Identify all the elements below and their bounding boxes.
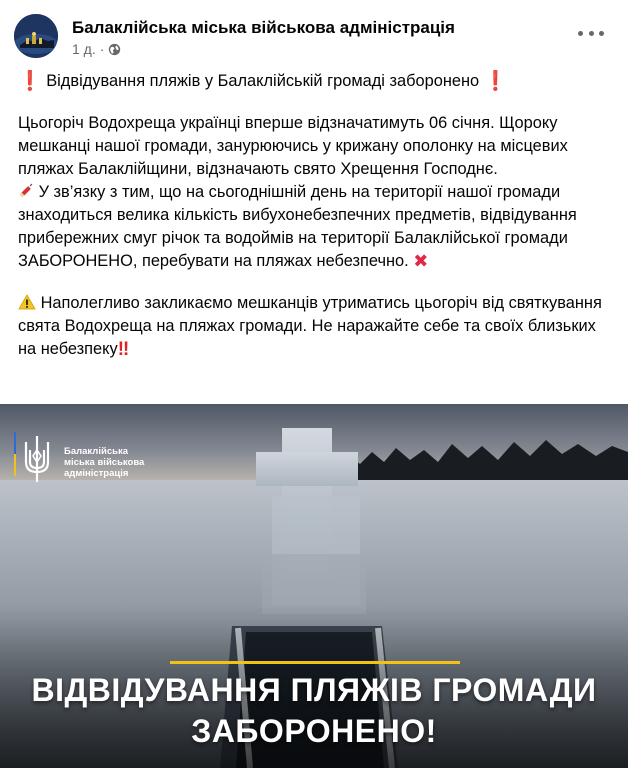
post-meta <box>72 41 121 57</box>
exclamation-icon: ❗ <box>483 71 508 92</box>
more-options-button[interactable] <box>578 24 604 42</box>
banner-title <box>0 670 628 752</box>
meta-separator: · <box>99 41 105 57</box>
more-options-dot <box>589 31 594 36</box>
banner-accent-line <box>170 661 460 664</box>
post-image[interactable] <box>0 404 628 768</box>
post-body <box>18 70 614 361</box>
page-avatar[interactable] <box>14 14 58 58</box>
post-heading: Відвідування пляжів у Балаклійській громаді заборонено <box>46 72 480 90</box>
page-name[interactable]: Балаклійська міська військова адміністрація <box>72 18 455 37</box>
banner-line-2: ЗАБОРОНЕНО! <box>191 713 437 749</box>
double-exclamation-icon: ‼ <box>117 339 130 360</box>
cross-mark-icon: ✖ <box>413 251 429 271</box>
paragraph-2-text: У зв’язку з тим, що на сьогоднішній день на території нашої громади знаходиться велика кількість вибухонебезпечних предметів, відвідування прибережних смуг річок та водоймів на території Балаклійської громади ЗАБОРОНЕНО, перебувати на пляжах небезпечно. <box>18 183 577 270</box>
logo-text <box>64 446 144 479</box>
banner-line-1: ВІДВІДУВАННЯ ПЛЯЖІВ ГРОМАДИ <box>31 672 597 708</box>
dynamite-icon <box>18 183 34 199</box>
post-time[interactable]: 1 д. <box>72 41 96 57</box>
globe-icon[interactable] <box>108 43 121 56</box>
logo-line-2: міська військова <box>64 457 145 468</box>
more-options-icon <box>578 31 583 36</box>
logo-line-3: адміністрація <box>64 468 129 479</box>
warning-icon <box>18 294 36 310</box>
paragraph-3 <box>18 292 614 361</box>
paragraph-1-text: Цьогоріч Водохреща українці вперше відзначатимуть 06 січня. Щороку мешканці нашої громади, занурюючись у крижану ополонку на місцевих пляжах Балаклійщини, відзначають свято Хрещення Господнє. <box>18 114 568 178</box>
trident-emblem-icon <box>14 428 60 488</box>
exclamation-icon: ❗ <box>18 71 42 92</box>
paragraph-1 <box>18 112 614 273</box>
paragraph-3-text: Наполегливо закликаємо мешканців утриматись цьогоріч від святкування свята Водохреща на пляжах громади. Не наражайте себе та своїх близьких на небезпеку <box>18 294 602 358</box>
logo-line-1: Балаклійська <box>64 446 128 457</box>
more-options-dot <box>599 31 604 36</box>
post-heading-line <box>18 70 614 93</box>
post-header <box>0 0 628 66</box>
